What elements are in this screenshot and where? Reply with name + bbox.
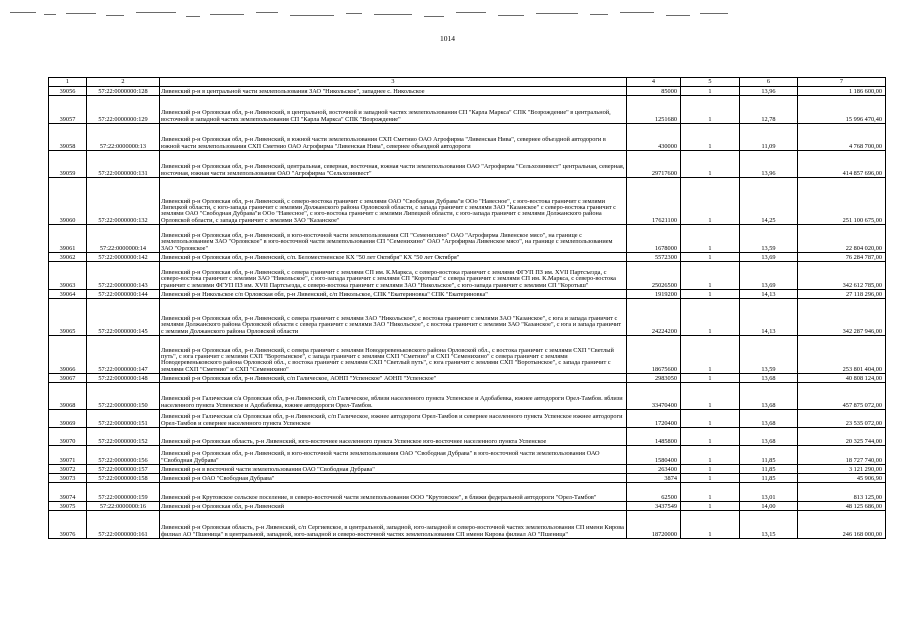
area-cell: 18675600 — [627, 336, 681, 374]
location-description-cell: Ливенский р-н Орловская обл, р-н Ливенский, с севера граничит с землями СП им. К.Маркса, с северо-востока граничит с землями ФГУП ПЗ им. XVII Партсъезда, с северо-востока граничит с землями ЗАО "Никольское", с юго-запада граничит с землями СП "Коротыш" с севера граничит с землями СП им. К.Маркса, с северо-востока граничит с землями ФГУП ПЗ им. XVII Партсъезда, с северо-востока граничит с землями ЗАО "Никольское", с юго-запада граничит с землями СП "Коротыш" — [160, 262, 627, 290]
row-id-cell: 39074 — [49, 483, 87, 502]
rate-cell: 14,25 — [740, 178, 798, 225]
cadastral-number-cell: 57:22:0000000:145 — [87, 299, 160, 336]
cadastral-value-cell: 3 121 290,00 — [798, 465, 886, 474]
row-id-cell: 39067 — [49, 374, 87, 383]
cadastral-number-cell: 57:22:0000000:13 — [87, 124, 160, 151]
area-cell: 2983050 — [627, 374, 681, 383]
header-cell: 6 — [740, 78, 798, 87]
area-cell: 1251680 — [627, 96, 681, 124]
cadastral-number-cell: 57:22:0000000:157 — [87, 465, 160, 474]
location-description-cell: Ливенский р-н Орловская область, р-н Ливенский, с/п Сергиевское, в центральной, западной, юго-западной и северо-восточной частях землепользования СП имени Кирова филиал АО "Пшеница" в центральной, западной, юго-западной и северо-восточной частях землепользования СП имени Кирова филиал АО "Пшеница" — [160, 511, 627, 539]
scan-noise-strip — [10, 10, 730, 20]
count-cell: 1 — [681, 178, 740, 225]
rate-cell: 13,68 — [740, 410, 798, 428]
cadastral-value-cell: 76 284 787,00 — [798, 253, 886, 262]
cadastral-number-cell: 57:22:0000000:161 — [87, 511, 160, 539]
location-description-cell: Ливенский р-н Орловская обл, р-н Ливенский, в юго-восточной части землепользования ОАО "Свободная Дубрава" в юго-восточной части землепользования ОАО "Свободная Дубрава" — [160, 446, 627, 465]
rate-cell: 13,96 — [740, 151, 798, 178]
rate-cell: 13,96 — [740, 87, 798, 96]
row-id-cell: 39069 — [49, 410, 87, 428]
count-cell: 1 — [681, 151, 740, 178]
rate-cell: 13,68 — [740, 428, 798, 446]
cadastral-value-cell: 4 768 700,00 — [798, 124, 886, 151]
table-row — [49, 465, 886, 474]
cadastral-value-cell: 457 875 072,00 — [798, 383, 886, 410]
count-cell: 1 — [681, 428, 740, 446]
area-cell: 5572300 — [627, 253, 681, 262]
table-row — [49, 383, 886, 410]
rate-cell: 11,85 — [740, 446, 798, 465]
header-cell: 5 — [681, 78, 740, 87]
rate-cell: 13,69 — [740, 253, 798, 262]
header-cell: 3 — [160, 78, 627, 87]
cadastral-number-cell: 57:22:0000000:147 — [87, 336, 160, 374]
table-row — [49, 253, 886, 262]
area-cell: 17621100 — [627, 178, 681, 225]
cadastral-number-cell: 57:22:0000000:156 — [87, 446, 160, 465]
row-id-cell: 39062 — [49, 253, 87, 262]
cadastral-value-cell: 813 125,00 — [798, 483, 886, 502]
cadastral-value-cell: 414 857 696,00 — [798, 151, 886, 178]
rate-cell: 11,85 — [740, 474, 798, 483]
cadastral-number-cell: 57:22:0000000:150 — [87, 383, 160, 410]
table-row — [49, 290, 886, 299]
row-id-cell: 39066 — [49, 336, 87, 374]
location-description-cell: Ливенский р-н в восточной части землепользования ОАО "Свободная Дубрава" — [160, 465, 627, 474]
row-id-cell: 39065 — [49, 299, 87, 336]
count-cell: 1 — [681, 502, 740, 511]
cadastral-value-cell: 15 996 470,40 — [798, 96, 886, 124]
cadastral-number-cell: 57:22:0000000:142 — [87, 253, 160, 262]
header-cell: 7 — [798, 78, 886, 87]
area-cell: 430000 — [627, 124, 681, 151]
cadastral-value-cell: 1 186 600,00 — [798, 87, 886, 96]
location-description-cell: Ливенский р-н Крутовское сельское поселение, в северо-восточной части землепользования ООО "Крутовское", в ближи федеральной автодороги "Орел-Тамбов" — [160, 483, 627, 502]
cadastral-number-cell: 57:22:0000000:159 — [87, 483, 160, 502]
location-description-cell: Ливенский р-н Орловская обл, р-н Ливенский, центральная, северная, восточная, южная части землепользования ОАО "Агрофирма "Сельхозинвест" центральная, северная, восточная, южная части землепользования ОАО "Агрофирма "Сельхозинвест" — [160, 151, 627, 178]
cadastral-value-cell: 22 804 020,00 — [798, 225, 886, 253]
area-cell: 18720000 — [627, 511, 681, 539]
header-cell: 1 — [49, 78, 87, 87]
row-id-cell: 39060 — [49, 178, 87, 225]
area-cell: 1580400 — [627, 446, 681, 465]
count-cell: 1 — [681, 87, 740, 96]
count-cell: 1 — [681, 410, 740, 428]
rate-cell: 14,13 — [740, 299, 798, 336]
area-cell: 1919200 — [627, 290, 681, 299]
location-description-cell: Ливенский р-н ОАО "Свободная Дубрава" — [160, 474, 627, 483]
area-cell: 1485800 — [627, 428, 681, 446]
row-id-cell: 39057 — [49, 96, 87, 124]
area-cell: 1720400 — [627, 410, 681, 428]
land-registry-table — [48, 77, 886, 539]
table-row — [49, 151, 886, 178]
row-id-cell: 39070 — [49, 428, 87, 446]
table-row — [49, 474, 886, 483]
rate-cell: 12,78 — [740, 96, 798, 124]
cadastral-value-cell: 253 801 404,00 — [798, 336, 886, 374]
rate-cell: 11,09 — [740, 124, 798, 151]
location-description-cell: Ливенский р-н Орловская обл, р-н Ливенский, с севера граничит с землями ЗАО "Никольское", с востока граничит с землями ЗАО "Казанское", с юга и запада граничит с землями Должанского района Орловской области с севера граничит с землями ЗАО "Никольское", с востока граничит с землями ЗАО "Казанское", с юга и запада граничит с землями Должанского района Орловской области — [160, 299, 627, 336]
row-id-cell: 39059 — [49, 151, 87, 178]
cadastral-number-cell: 57:22:0000000:16 — [87, 502, 160, 511]
count-cell: 1 — [681, 290, 740, 299]
rate-cell: 13,59 — [740, 336, 798, 374]
table-row — [49, 178, 886, 225]
table-row — [49, 336, 886, 374]
area-cell: 24224200 — [627, 299, 681, 336]
count-cell: 1 — [681, 474, 740, 483]
row-id-cell: 39076 — [49, 511, 87, 539]
cadastral-value-cell: 20 325 744,00 — [798, 428, 886, 446]
location-description-cell: Ливенский р-н Орловская область, р-н Ливенский, юго-восточнее населенного пункта Успенское юго-восточнее населенного пункта Успенское — [160, 428, 627, 446]
count-cell: 1 — [681, 511, 740, 539]
header-cell: 4 — [627, 78, 681, 87]
location-description-cell: Ливенский р-н Никольское с/п Орловская обл, р-н Ливенский, с/п Никольское, СПК "Екатериновка" СПК "Екатериновка" — [160, 290, 627, 299]
rate-cell: 13,01 — [740, 483, 798, 502]
location-description-cell: Ливенский р-н Галическая с/а Орловская обл, р-н Ливенский, с/п Галическое, южнее автодороги Орел-Тамбов и севернее населенного пункта Успенское южнее автодороги Орел-Тамбов и севернее населенного пункта Успенское — [160, 410, 627, 428]
row-id-cell: 39063 — [49, 262, 87, 290]
area-cell: 29717600 — [627, 151, 681, 178]
rate-cell: 13,69 — [740, 262, 798, 290]
rate-cell: 13,68 — [740, 374, 798, 383]
cadastral-number-cell: 57:22:0000000:143 — [87, 262, 160, 290]
rate-cell: 13,68 — [740, 383, 798, 410]
count-cell: 1 — [681, 253, 740, 262]
location-description-cell: Ливенский р-н Орловская обл, р-н Ливенский, в юго-восточной части землепользования СП "Семенихино" ОАО "Агрофирма Ливенское мясо", на границе с землепользованием ЗАО "Орловское" в юго-восточной части землепользования СП "Семенихино" ОАО "Агрофирма Ливенское мясо", на границе с землепользованием ЗАО "Орловское" — [160, 225, 627, 253]
header-row — [49, 78, 886, 87]
rate-cell: 13,59 — [740, 225, 798, 253]
row-id-cell: 39061 — [49, 225, 87, 253]
header-cell: 2 — [87, 78, 160, 87]
count-cell: 1 — [681, 225, 740, 253]
page-number: 1014 — [440, 34, 455, 43]
area-cell: 3874 — [627, 474, 681, 483]
count-cell: 1 — [681, 465, 740, 474]
cadastral-value-cell: 342 287 946,00 — [798, 299, 886, 336]
table-row — [49, 262, 886, 290]
area-cell: 85000 — [627, 87, 681, 96]
row-id-cell: 39071 — [49, 446, 87, 465]
count-cell: 1 — [681, 124, 740, 151]
table-row — [49, 124, 886, 151]
area-cell: 25026500 — [627, 262, 681, 290]
cadastral-value-cell: 246 168 000,00 — [798, 511, 886, 539]
rate-cell: 14,13 — [740, 290, 798, 299]
table-row — [49, 225, 886, 253]
cadastral-number-cell: 57:22:0000000:158 — [87, 474, 160, 483]
cadastral-value-cell: 40 808 124,00 — [798, 374, 886, 383]
table-row — [49, 428, 886, 446]
table-row — [49, 299, 886, 336]
location-description-cell: Ливенский р-н Орловская обл, р-н Ливенский — [160, 502, 627, 511]
count-cell: 1 — [681, 299, 740, 336]
row-id-cell: 39075 — [49, 502, 87, 511]
cadastral-value-cell: 45 906,90 — [798, 474, 886, 483]
cadastral-number-cell: 57:22:0000000:131 — [87, 151, 160, 178]
row-id-cell: 39072 — [49, 465, 87, 474]
row-id-cell: 39058 — [49, 124, 87, 151]
count-cell: 1 — [681, 374, 740, 383]
rate-cell: 11,85 — [740, 465, 798, 474]
cadastral-number-cell: 57:22:0000000:148 — [87, 374, 160, 383]
cadastral-value-cell: 27 118 296,00 — [798, 290, 886, 299]
cadastral-number-cell: 57:22:0000000:132 — [87, 178, 160, 225]
cadastral-value-cell: 251 100 675,00 — [798, 178, 886, 225]
cadastral-number-cell: 57:22:0000000:151 — [87, 410, 160, 428]
location-description-cell: Ливенский р-н Галическая с/а Орловская обл, р-н Ливенский, с/п Галическое, вблизи населенного пункта Успенское и Адобабевка, южнее автодороги Орел-Тамбов. вблизи населенного пункта Успенское и Адобабевка, южнее автодороги Орел-Тамбов. — [160, 383, 627, 410]
cadastral-number-cell: 57:22:0000000:14 — [87, 225, 160, 253]
location-description-cell: Ливенский р-н в центральной части землепользования ЗАО "Никольское", западнее с. Никольское — [160, 87, 627, 96]
table-row — [49, 511, 886, 539]
count-cell: 1 — [681, 483, 740, 502]
count-cell: 1 — [681, 383, 740, 410]
location-description-cell: Ливенский р-н Орловская обл, р-н Ливенский, в центральной, восточной и западной частях землепользования СП "Карла Маркса" СПК "Возрождение" в центральной, восточной и западной частях землепользования СП "Карла Маркса" СПК "Возрождение" — [160, 96, 627, 124]
area-cell: 263400 — [627, 465, 681, 474]
cadastral-value-cell: 18 727 740,00 — [798, 446, 886, 465]
cadastral-number-cell: 57:22:0000000:128 — [87, 87, 160, 96]
rate-cell: 14,00 — [740, 502, 798, 511]
area-cell: 33470400 — [627, 383, 681, 410]
cadastral-number-cell: 57:22:0000000:152 — [87, 428, 160, 446]
cadastral-number-cell: 57:22:0000000:129 — [87, 96, 160, 124]
table-row — [49, 483, 886, 502]
table-row — [49, 410, 886, 428]
location-description-cell: Ливенский р-н Орловская обл, р-н Ливенский, в южной части землепользования СХП Сметнио ОАО Агрофирма "Ливенская Нива", севернее объездной автодороги в южной части землепользования СХП Сметнио ОАО Агрофирма "Ливенская Нива", севернее объездной автодороги — [160, 124, 627, 151]
area-cell: 1678000 — [627, 225, 681, 253]
cadastral-value-cell: 342 612 785,00 — [798, 262, 886, 290]
area-cell: 3437549 — [627, 502, 681, 511]
cadastral-value-cell: 23 535 072,00 — [798, 410, 886, 428]
count-cell: 1 — [681, 262, 740, 290]
rate-cell: 13,15 — [740, 511, 798, 539]
table-row — [49, 96, 886, 124]
table-row — [49, 87, 886, 96]
location-description-cell: Ливенский р-н Орловская обл, р-н Ливенский, с северо-востока граничит с землями ОАО "Свободная Дубрава"и ООо "Навесное", с юго-востока граничит с землями Липецкой области, с юго-запада граничит с землями Должанского района Орловской области, с запада граничит с землями ЗАО "Казанское" с северо-востока граничит с землями ОАО "Свободная Дубрава"и ООо "Навесное", с юго-востока граничит с землями Липецкой области, с юго-запада граничит с землями Должанского района Орловской области, с запада граничит с землями ЗАО "Казанское" — [160, 178, 627, 225]
location-description-cell: Ливенский р-н Орловская обл, р-н Ливенский, с/п Галическое, АОНП "Успенское" АОНП "Успенское" — [160, 374, 627, 383]
cadastral-value-cell: 48 125 686,00 — [798, 502, 886, 511]
row-id-cell: 39064 — [49, 290, 87, 299]
area-cell: 62500 — [627, 483, 681, 502]
row-id-cell: 39073 — [49, 474, 87, 483]
table-row — [49, 374, 886, 383]
count-cell: 1 — [681, 336, 740, 374]
row-id-cell: 39056 — [49, 87, 87, 96]
count-cell: 1 — [681, 446, 740, 465]
cadastral-number-cell: 57:22:0000000:144 — [87, 290, 160, 299]
table-row — [49, 502, 886, 511]
row-id-cell: 39068 — [49, 383, 87, 410]
count-cell: 1 — [681, 96, 740, 124]
table-row — [49, 446, 886, 465]
location-description-cell: Ливенский р-н Орловская обл, р-н Ливенский, с/п. Беломестненское КХ "50 лет Октября" КХ "50 лет Октября" — [160, 253, 627, 262]
location-description-cell: Ливенский р-н Орловская обл, р-н Ливенский, с севера граничит с землями Новодеревеньковского района Орловской обл., с востока граничит с землями СХП "Светлый путь", с юга граничит с землями СХП "Воротынское", с запада граничит с землями СХП "Сметнио" и СХП "Семенихино" с севера граничит с землями Новодеревеньковского района Орловской обл., с востока граничит с землями СХП "Светлый путь", с юга граничит с землями СХП "Воротынское", с запада граничит с землями СХП "Сметнио" и СХП "Семенихино" — [160, 336, 627, 374]
